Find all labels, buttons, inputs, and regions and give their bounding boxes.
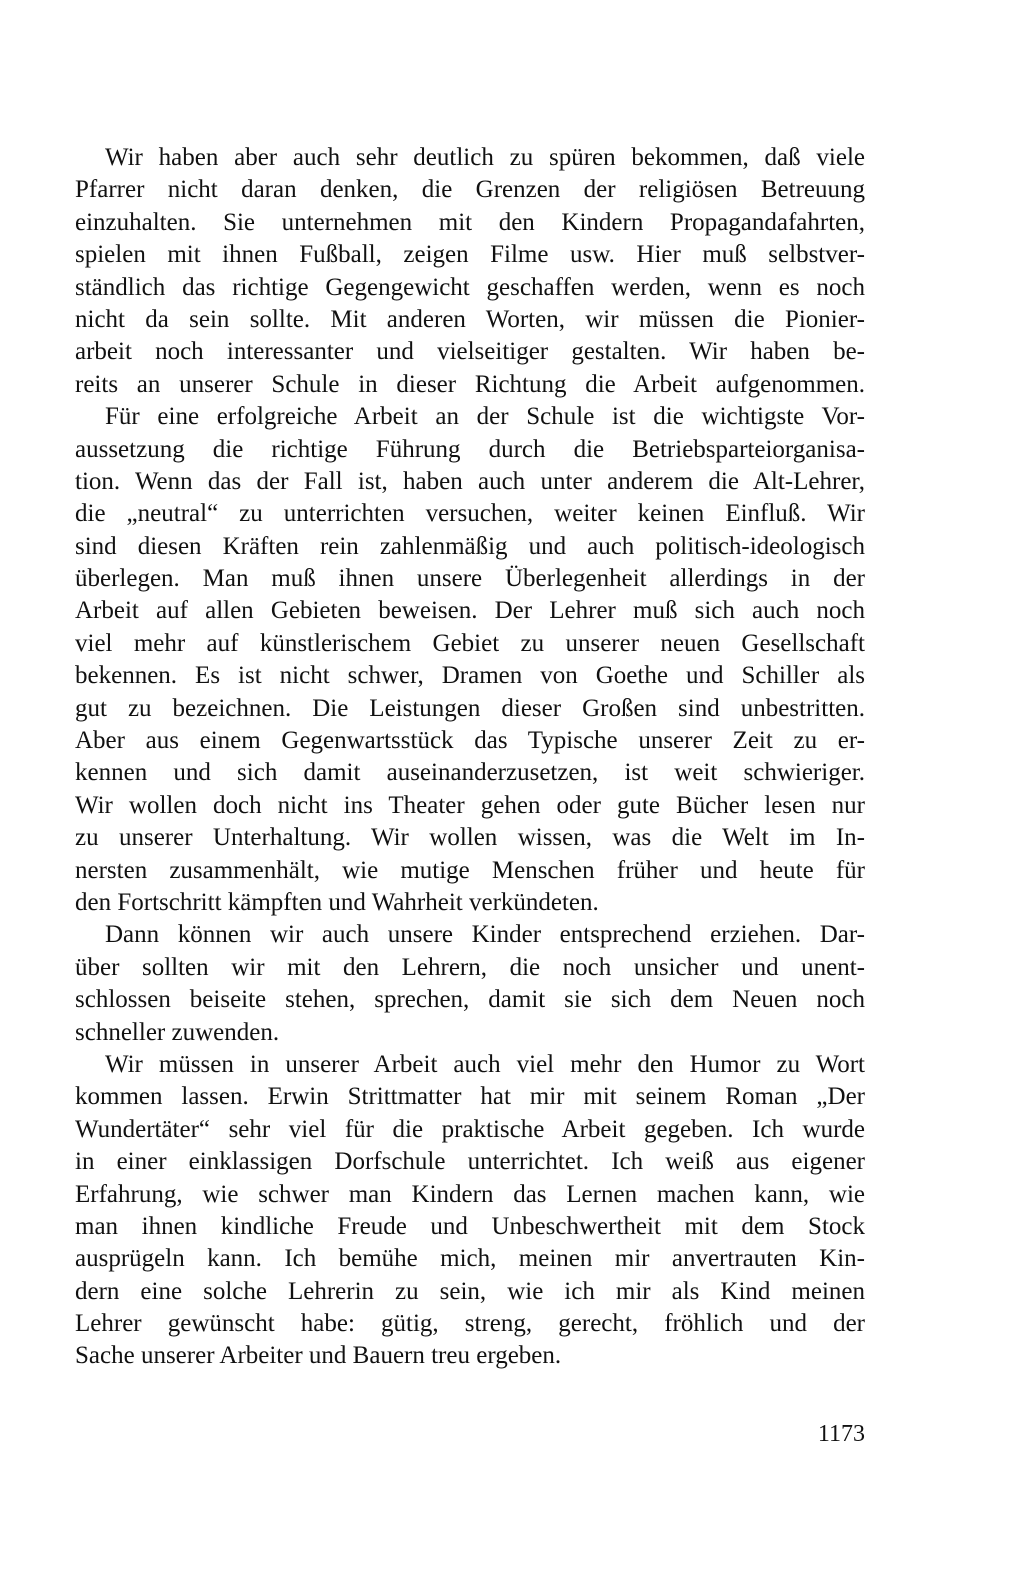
- text-line: den Fortschritt kämpften und Wahrheit verkündeten.: [75, 888, 599, 916]
- text-line: Aber aus einem Gegenwartsstück das Typische unserer Zeit zu er-: [75, 727, 865, 755]
- text-line: die „neutral“ zu unterrichten versuchen, weiter keinen Einfluß. Wir: [75, 500, 865, 528]
- text-line: in einer einklassigen Dorfschule unterrichtet. Ich weiß aus eigener: [75, 1148, 865, 1176]
- text-line: Erfahrung, wie schwer man Kindern das Lernen machen kann, wie: [75, 1180, 865, 1208]
- paragraph-4: [75, 1049, 865, 1373]
- text-line: Wir haben aber auch sehr deutlich zu spüren bekommen, daß viele: [105, 144, 865, 171]
- page-number: 1173: [817, 1421, 865, 1447]
- text-line: nersten zusammenhält, wie mutige Menschen früher und heute für: [75, 856, 865, 884]
- text-line: Wundertäter“ sehr viel für die praktische Arbeit gegeben. Ich wurde: [75, 1115, 865, 1143]
- text-line: sind diesen Kräften rein zahlenmäßig und auch politisch-ideologisch: [75, 532, 865, 560]
- text-line: Arbeit auf allen Gebieten beweisen. Der Lehrer muß sich auch noch: [75, 597, 865, 625]
- paragraph-2: [75, 401, 865, 919]
- text-line: kommen lassen. Erwin Strittmatter hat mir mit seinem Roman „Der: [75, 1083, 865, 1111]
- text-line: tion. Wenn das der Fall ist, haben auch unter anderem die Alt-Lehrer,: [75, 467, 865, 495]
- text-line: Lehrer gewünscht habe: gütig, streng, gerecht, fröhlich und der: [75, 1310, 865, 1338]
- text-line: kennen und sich damit auseinanderzusetzen, ist weit schwieriger.: [75, 759, 865, 787]
- text-line: schneller zuwenden.: [75, 1018, 280, 1046]
- paragraph-3: [75, 919, 865, 1049]
- text-line: zu unserer Unterhaltung. Wir wollen wissen, was die Welt im In-: [75, 824, 865, 852]
- paragraph-1: [75, 142, 865, 401]
- text-line: aussetzung die richtige Führung durch die Betriebsparteiorganisa-: [75, 435, 865, 463]
- text-line: Wir wollen doch nicht ins Theater gehen oder gute Bücher lesen nur: [75, 791, 865, 819]
- text-line: viel mehr auf künstlerischem Gebiet zu unserer neuen Gesellschaft: [75, 629, 865, 657]
- text-line: man ihnen kindliche Freude und Unbeschwertheit mit dem Stock: [75, 1212, 865, 1240]
- body-text: [75, 142, 865, 1373]
- text-line: arbeit noch interessanter und vielseitiger gestalten. Wir haben be-: [75, 338, 865, 366]
- text-line: nicht da sein sollte. Mit anderen Worten, wir müssen die Pionier-: [75, 305, 865, 333]
- text-line: Pfarrer nicht daran denken, die Grenzen der religiösen Betreuung: [75, 176, 865, 204]
- text-line: Für eine erfolgreiche Arbeit an der Schule ist die wichtigste Vor-: [105, 403, 865, 431]
- text-line: reits an unserer Schule in dieser Richtung die Arbeit aufgenommen.: [75, 370, 865, 398]
- text-line: spielen mit ihnen Fußball, zeigen Filme usw. Hier muß selbstver-: [75, 241, 865, 269]
- text-line: Wir müssen in unserer Arbeit auch viel mehr den Humor zu Wort: [105, 1050, 865, 1078]
- text-line: ständlich das richtige Gegengewicht geschaffen werden, wenn es noch: [75, 273, 865, 301]
- text-line: über sollten wir mit den Lehrern, die noch unsicher und unent-: [75, 953, 865, 981]
- text-line: ausprügeln kann. Ich bemühe mich, meinen mir anvertrauten Kin-: [75, 1245, 865, 1273]
- text-line: einzuhalten. Sie unternehmen mit den Kindern Propagandafahrten,: [75, 208, 865, 236]
- text-line: schlossen beiseite stehen, sprechen, damit sie sich dem Neuen noch: [75, 986, 865, 1014]
- text-line: bekennen. Es ist nicht schwer, Dramen von Goethe und Schiller als: [75, 662, 865, 690]
- text-line: gut zu bezeichnen. Die Leistungen dieser Großen sind unbestritten.: [75, 694, 865, 722]
- text-line: Dann können wir auch unsere Kinder entsprechend erziehen. Dar-: [105, 921, 865, 949]
- text-line: überlegen. Man muß ihnen unsere Überlegenheit allerdings in der: [75, 565, 865, 593]
- text-line: Sache unserer Arbeiter und Bauern treu ergeben.: [75, 1342, 562, 1370]
- text-line: dern eine solche Lehrerin zu sein, wie ich mir als Kind meinen: [75, 1277, 865, 1305]
